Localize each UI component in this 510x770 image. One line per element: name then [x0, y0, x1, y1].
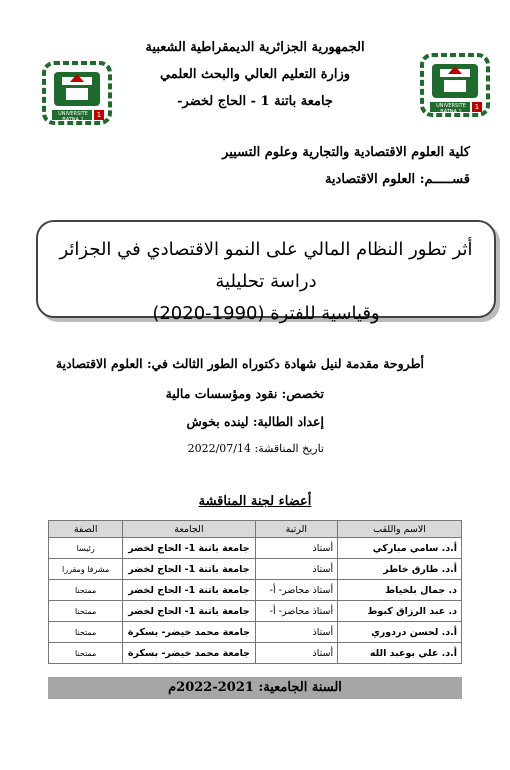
department-name: قســـــم: العلوم الاقتصادية	[324, 172, 470, 187]
header-role: الصفة	[49, 521, 123, 538]
member-name: أ.د. لحسن دردوري	[338, 622, 462, 643]
member-university: جامعة باتنة 1- الحاج لخضر	[123, 538, 255, 559]
member-university: جامعة محمد خيضر- بسكرة	[123, 643, 255, 664]
member-rank: أستاذ	[255, 643, 338, 664]
table-row	[49, 538, 462, 559]
member-role: مشرفا ومقررا	[49, 559, 123, 580]
university-logo-right	[418, 52, 492, 118]
logo-left-caption: UNIVERSITE BATNA 1	[58, 111, 88, 123]
member-role: ممتحنا	[49, 580, 123, 601]
committee-header-row	[49, 521, 462, 538]
university-title: جامعة باتنة 1 - الحاج لخضر-	[177, 94, 333, 109]
ministry-title: وزارة التعليم العالي والبحث العلمي	[159, 67, 351, 82]
committee-table	[48, 520, 462, 664]
committee-title: أعضاء لجنة المناقشة	[198, 494, 312, 509]
member-rank: أستاذ	[255, 559, 338, 580]
member-university: جامعة محمد خيضر- بسكرة	[123, 622, 255, 643]
member-rank: أستاذ محاضر- أ-	[255, 601, 338, 622]
member-rank: أستاذ محاضر- أ-	[255, 580, 338, 601]
specialty: تخصص: نقود ومؤسسات مالية	[165, 386, 324, 401]
member-name: د. جمال بلخياط	[338, 580, 462, 601]
table-row	[49, 580, 462, 601]
thesis-title-line-2: وقياسية للفترة (1990-2020)	[152, 303, 380, 324]
prepared-by: إعداد الطالبة: لينده بخوش	[186, 414, 324, 429]
academic-year: السنة الجامعية: 2021-2022م	[48, 677, 462, 699]
logo-left-number: 1	[96, 111, 102, 119]
table-row	[49, 643, 462, 664]
thesis-title-box	[36, 220, 496, 324]
republic-title: الجمهورية الجزائرية الديمقراطية الشعبية	[145, 40, 365, 55]
member-rank: أستاذ	[255, 622, 338, 643]
header-university: الجامعة	[123, 521, 255, 538]
member-role: رئيسا	[49, 538, 123, 559]
member-name: أ.د. علي بوعبد الله	[338, 643, 462, 664]
member-name: أ.د. سامي مباركي	[338, 538, 462, 559]
member-university: جامعة باتنة 1- الحاج لخضر	[123, 580, 255, 601]
logo-right-caption: UNIVERSITE BATNA 1	[436, 103, 466, 115]
header-rank: الرتبة	[255, 521, 338, 538]
defense-date: تاريخ المناقشة: 2022/07/14	[187, 442, 324, 455]
member-rank: أستاذ	[255, 538, 338, 559]
member-role: ممتحنا	[49, 622, 123, 643]
table-row	[49, 559, 462, 580]
member-role: ممتحنا	[49, 601, 123, 622]
table-row	[49, 622, 462, 643]
member-name: د. عبد الرزاق كبوط	[338, 601, 462, 622]
thesis-description: أطروحة مقدمة لنيل شهادة دكتوراه الطور الثالث في: العلوم الاقتصادية	[55, 356, 424, 371]
logo-right-number: 1	[474, 103, 480, 111]
member-role: ممتحنا	[49, 643, 123, 664]
member-university: جامعة باتنة 1- الحاج لخضر	[123, 601, 255, 622]
header-name: الاسم واللقب	[338, 521, 462, 538]
university-logo-left	[40, 60, 114, 126]
member-university: جامعة باتنة 1- الحاج لخضر	[123, 559, 255, 580]
faculty-name: كلية العلوم الاقتصادية والتجارية وعلوم التسيير	[222, 145, 470, 160]
table-row	[49, 601, 462, 622]
thesis-title-line-1: أثر تطور النظام المالي على النمو الاقتصادي في الجزائر دراسة تحليلية	[59, 239, 473, 292]
member-name: أ.د. طارق خاطر	[338, 559, 462, 580]
